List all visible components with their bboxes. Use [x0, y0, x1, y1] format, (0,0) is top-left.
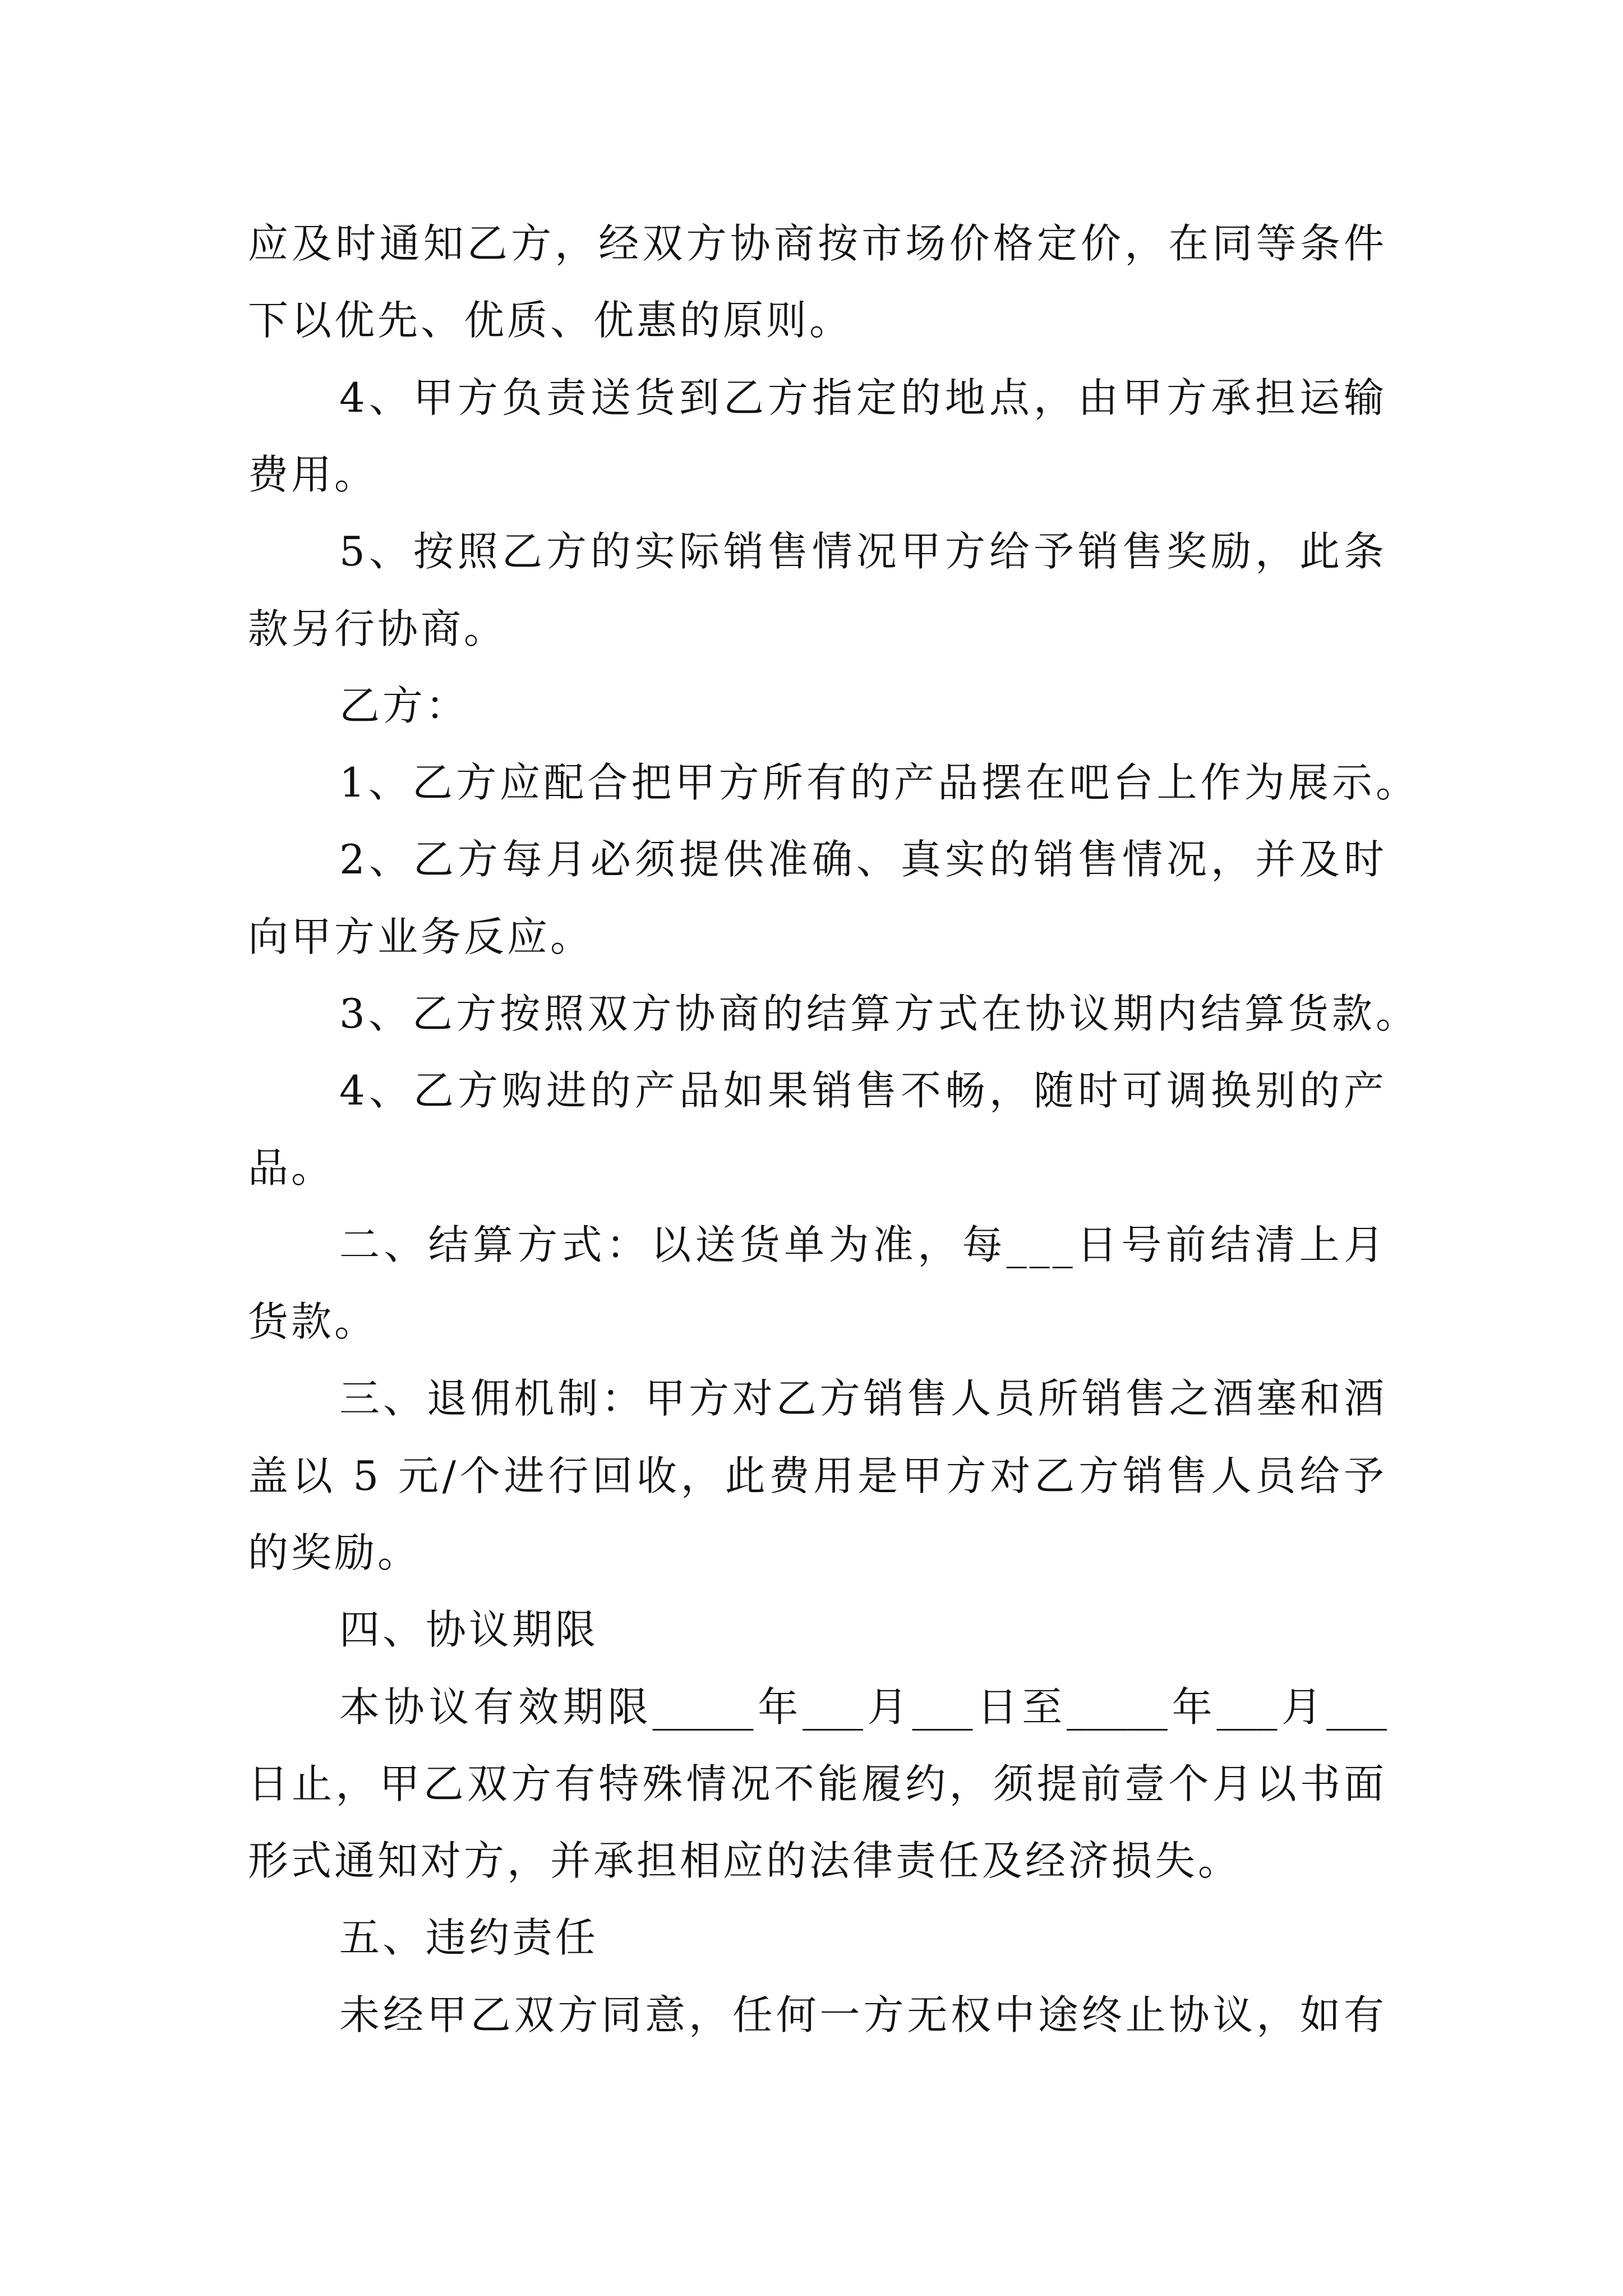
paragraph-line: 货款。 [248, 1298, 378, 1345]
paragraph-line: 5、按照乙方的实际销售情况甲方给予销售奖励，此条 [339, 528, 1387, 575]
paragraph-line: 2、乙方每月必须提供准确、真实的销售情况，并及时 [339, 836, 1387, 883]
paragraph-line: 款另行协商。 [248, 605, 508, 652]
paragraph-line: 四、协议期限 [339, 1606, 599, 1653]
paragraph-line: 形式通知对方，并承担相应的法律责任及经济损失。 [248, 1837, 1242, 1884]
paragraph-line: 三、退佣机制：甲方对乙方销售人员所销售之酒塞和酒 [339, 1375, 1387, 1422]
paragraph-line: 1、乙方应配合把甲方所有的产品摆在吧台上作为展示。 [339, 759, 1419, 806]
paragraph-line: 的奖励。 [248, 1529, 421, 1576]
paragraph-line: 本协议有效期限_____年___月___日至_____年___月___ [339, 1683, 1387, 1731]
paragraph-line: 向甲方业务反应。 [248, 913, 594, 960]
paragraph-line: 下以优先、优质、优惠的原则。 [248, 297, 853, 344]
paragraph-line: 盖以 5 元/个进行回收，此费用是甲方对乙方销售人员给予 [248, 1452, 1387, 1499]
paragraph-line: 3、乙方按照双方协商的结算方式在协议期内结算货款。 [339, 990, 1419, 1037]
paragraph-line: 应及时通知乙方，经双方协商按市场价格定价，在同等条件 [248, 220, 1387, 267]
paragraph-line: 未经甲乙双方同意，任何一方无权中途终止协议，如有 [339, 1991, 1387, 2039]
paragraph-line: 五、违约责任 [339, 1914, 599, 1961]
paragraph-line: 品。 [248, 1144, 335, 1191]
paragraph-line: 二、结算方式：以送货单为准，每___日号前结清上月 [339, 1221, 1387, 1268]
paragraph-line: 乙方： [339, 682, 469, 729]
paragraph-line: 4、甲方负责送货到乙方指定的地点，由甲方承担运输 [339, 374, 1387, 421]
paragraph-line: 4、乙方购进的产品如果销售不畅，随时可调换别的产 [339, 1067, 1387, 1114]
paragraph-line: 日止，甲乙双方有特殊情况不能履约，须提前壹个月以书面 [248, 1760, 1387, 1807]
paragraph-line: 费用。 [248, 451, 378, 498]
